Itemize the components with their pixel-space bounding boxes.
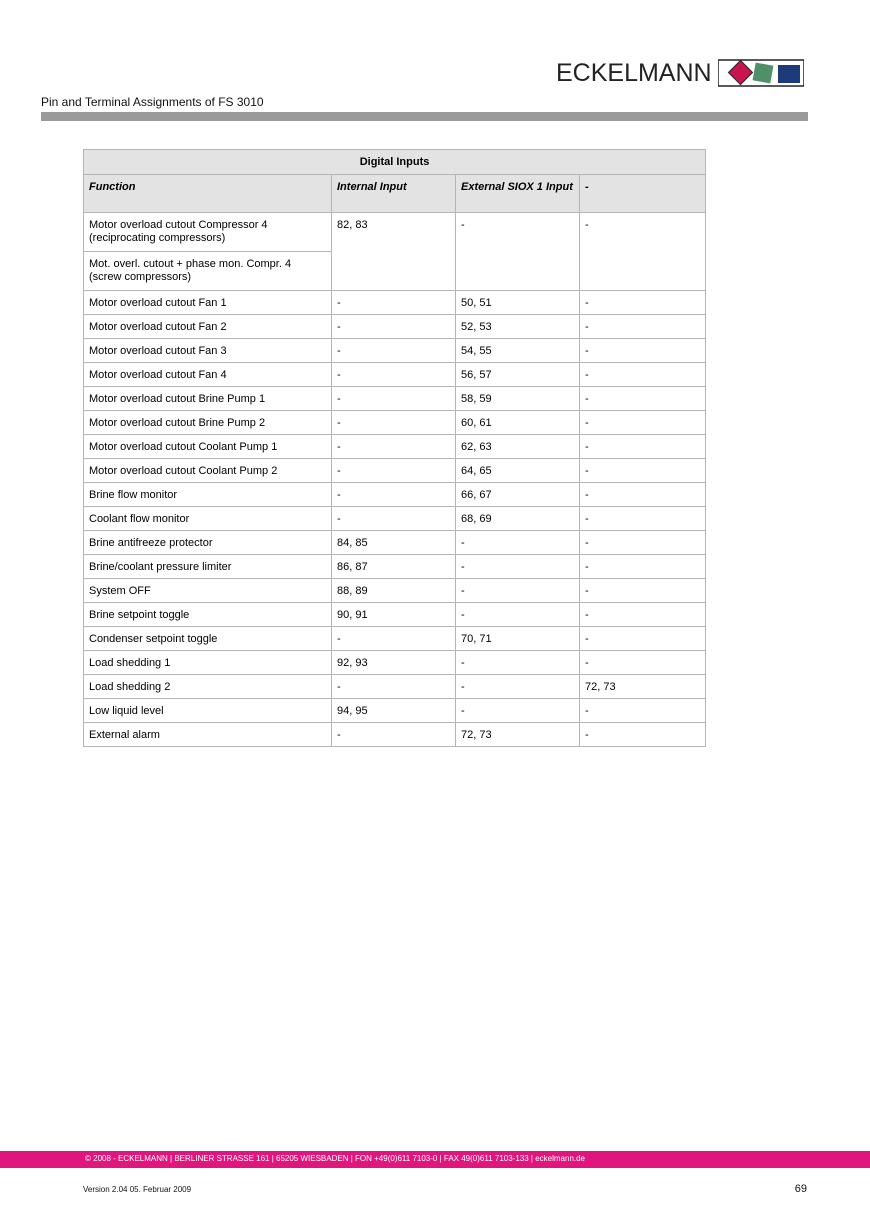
dash-cell: -	[580, 315, 706, 339]
external-input-cell: -	[456, 579, 580, 603]
internal-input-cell: -	[332, 435, 456, 459]
internal-input-cell: 90, 91	[332, 603, 456, 627]
dash-cell: -	[580, 459, 706, 483]
table-row	[84, 579, 706, 603]
external-input-cell: -	[456, 213, 580, 291]
external-input-cell: 56, 57	[456, 363, 580, 387]
dash-cell: -	[580, 651, 706, 675]
page-number: 69	[794, 1183, 807, 1195]
internal-input-cell: 86, 87	[332, 555, 456, 579]
table-row	[84, 411, 706, 435]
dash-cell: -	[580, 387, 706, 411]
function-cell: Motor overload cutout Coolant Pump 1	[84, 435, 332, 459]
brand-mark-icon	[718, 58, 804, 88]
column-header-dash: -	[580, 175, 706, 213]
table-row	[84, 507, 706, 531]
function-cell: Motor overload cutout Fan 2	[84, 315, 332, 339]
external-input-cell: 68, 69	[456, 507, 580, 531]
function-cell: Brine flow monitor	[84, 483, 332, 507]
external-input-cell: 58, 59	[456, 387, 580, 411]
table-row	[84, 339, 706, 363]
internal-input-cell: -	[332, 723, 456, 747]
table-row	[84, 675, 706, 699]
external-input-cell: 70, 71	[456, 627, 580, 651]
internal-input-cell: 94, 95	[332, 699, 456, 723]
function-cell: Load shedding 2	[84, 675, 332, 699]
dash-cell: -	[580, 363, 706, 387]
internal-input-cell: 82, 83	[332, 213, 456, 291]
table-row	[84, 699, 706, 723]
internal-input-cell: -	[332, 483, 456, 507]
internal-input-cell: 88, 89	[332, 579, 456, 603]
external-input-cell: 66, 67	[456, 483, 580, 507]
table-row	[84, 459, 706, 483]
function-cell: Coolant flow monitor	[84, 507, 332, 531]
internal-input-cell: -	[332, 459, 456, 483]
dash-cell: -	[580, 627, 706, 651]
table-row	[84, 435, 706, 459]
external-input-cell: -	[456, 603, 580, 627]
dash-cell: -	[580, 579, 706, 603]
external-input-cell: 52, 53	[456, 315, 580, 339]
dash-cell: -	[580, 291, 706, 315]
external-input-cell: -	[456, 555, 580, 579]
function-cell: Motor overload cutout Brine Pump 2	[84, 411, 332, 435]
internal-input-cell: -	[332, 627, 456, 651]
external-input-cell: 64, 65	[456, 459, 580, 483]
dash-cell: -	[580, 213, 706, 291]
function-cell: Motor overload cutout Brine Pump 1	[84, 387, 332, 411]
dash-cell: -	[580, 339, 706, 363]
function-cell: Condenser setpoint toggle	[84, 627, 332, 651]
internal-input-cell: -	[332, 387, 456, 411]
external-input-cell: -	[456, 531, 580, 555]
function-cell: Mot. overl. cutout + phase mon. Compr. 4 (screw compressors)	[84, 252, 332, 291]
document-title: Pin and Terminal Assignments of FS 3010	[41, 95, 264, 109]
table-row	[84, 483, 706, 507]
table-row	[84, 315, 706, 339]
table-row	[84, 363, 706, 387]
table-row	[84, 291, 706, 315]
brand-logo	[556, 57, 804, 89]
function-cell: Motor overload cutout Coolant Pump 2	[84, 459, 332, 483]
table-row	[84, 531, 706, 555]
internal-input-cell: -	[332, 291, 456, 315]
external-input-cell: 72, 73	[456, 723, 580, 747]
dash-cell: -	[580, 483, 706, 507]
internal-input-cell: -	[332, 411, 456, 435]
table-row	[84, 555, 706, 579]
dash-cell: -	[580, 507, 706, 531]
function-cell: Load shedding 1	[84, 651, 332, 675]
table-row	[84, 387, 706, 411]
column-header-external-siox: External SIOX 1 Input	[456, 175, 580, 213]
function-cell: Brine/coolant pressure limiter	[84, 555, 332, 579]
function-cell: Motor overload cutout Fan 1	[84, 291, 332, 315]
function-cell: Motor overload cutout Compressor 4 (reciprocating compressors)	[84, 213, 332, 252]
dash-cell: -	[580, 531, 706, 555]
version-info: Version 2.04 05. Februar 2009	[83, 1185, 192, 1194]
brand-name: ECKELMANN	[556, 59, 712, 87]
external-input-cell: -	[456, 651, 580, 675]
column-header-function: Function	[84, 175, 332, 213]
internal-input-cell: -	[332, 339, 456, 363]
table-row	[84, 213, 706, 252]
internal-input-cell: -	[332, 363, 456, 387]
internal-input-cell: -	[332, 315, 456, 339]
dash-cell: -	[580, 699, 706, 723]
table-row	[84, 603, 706, 627]
function-cell: Motor overload cutout Fan 4	[84, 363, 332, 387]
external-input-cell: -	[456, 675, 580, 699]
function-cell: Brine antifreeze protector	[84, 531, 332, 555]
digital-inputs-table	[83, 149, 706, 747]
external-input-cell: -	[456, 699, 580, 723]
dash-cell: -	[580, 411, 706, 435]
dash-cell: 72, 73	[580, 675, 706, 699]
table-row	[84, 723, 706, 747]
external-input-cell: 50, 51	[456, 291, 580, 315]
table-row	[84, 651, 706, 675]
title-rule	[41, 112, 808, 121]
internal-input-cell: -	[332, 507, 456, 531]
function-cell: Low liquid level	[84, 699, 332, 723]
dash-cell: -	[580, 603, 706, 627]
column-header-internal-input: Internal Input	[332, 175, 456, 213]
table-row	[84, 627, 706, 651]
dash-cell: -	[580, 435, 706, 459]
table-caption: Digital Inputs	[84, 150, 706, 175]
dash-cell: -	[580, 723, 706, 747]
external-input-cell: 60, 61	[456, 411, 580, 435]
external-input-cell: 62, 63	[456, 435, 580, 459]
footer-contact: © 2008 - ECKELMANN | BERLINER STRASSE 161 | 65205 WIESBADEN | FON +49(0)611 7103-0 | FAX 49(0)611 7103-133 | eckelmann.de	[85, 1154, 586, 1163]
internal-input-cell: 92, 93	[332, 651, 456, 675]
function-cell: System OFF	[84, 579, 332, 603]
function-cell: Brine setpoint toggle	[84, 603, 332, 627]
internal-input-cell: -	[332, 675, 456, 699]
function-cell: Motor overload cutout Fan 3	[84, 339, 332, 363]
function-cell: External alarm	[84, 723, 332, 747]
internal-input-cell: 84, 85	[332, 531, 456, 555]
dash-cell: -	[580, 555, 706, 579]
external-input-cell: 54, 55	[456, 339, 580, 363]
